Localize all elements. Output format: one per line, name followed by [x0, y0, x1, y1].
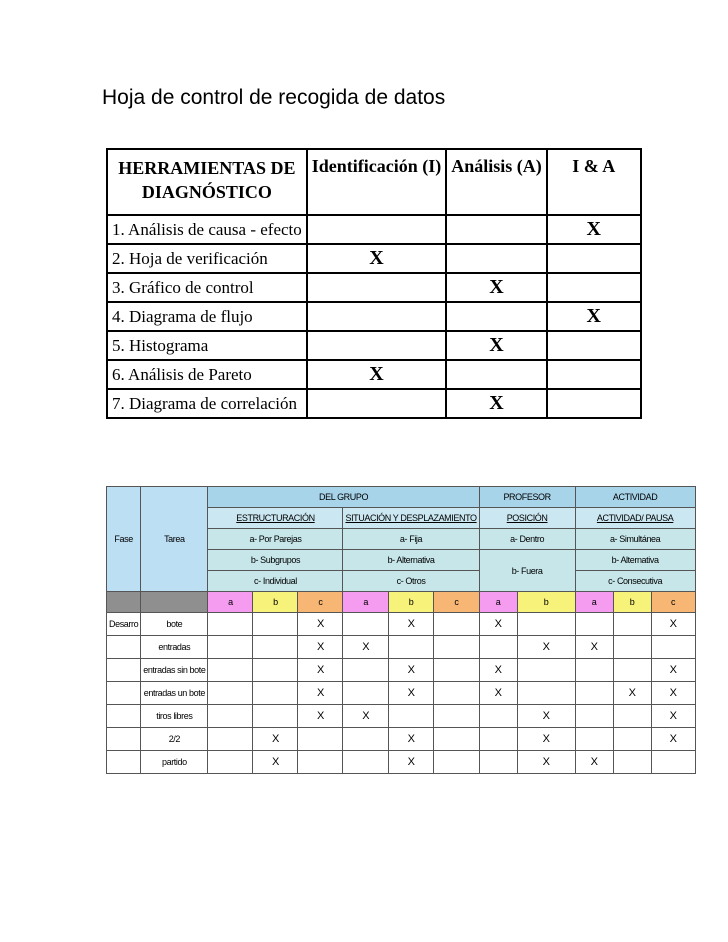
- tarea-cell: entradas un bote: [141, 682, 208, 705]
- mark-cell: X: [575, 636, 613, 659]
- mark-cell: [434, 613, 479, 636]
- tool-name-cell: 2. Hoja de verificación: [107, 244, 307, 273]
- mark-cell: [613, 613, 651, 636]
- letter-header-cell: b: [613, 592, 651, 613]
- option-estructuracion-c: c- Individual: [208, 571, 343, 592]
- mark-cell: [434, 751, 479, 774]
- mark-cell: [343, 751, 388, 774]
- tools-header-row: [107, 149, 641, 215]
- mark-cell: [479, 728, 517, 751]
- tools-row: [107, 244, 641, 273]
- mark-cell: [517, 613, 575, 636]
- mark-cell: X: [388, 613, 433, 636]
- mark-cell: [434, 728, 479, 751]
- observation-row: [107, 728, 696, 751]
- mark-cell: X: [479, 659, 517, 682]
- tarea-cell: bote: [141, 613, 208, 636]
- mark-cell: X: [613, 682, 651, 705]
- observation-row: [107, 659, 696, 682]
- mark-cell: [208, 636, 253, 659]
- observation-row: [107, 751, 696, 774]
- mark-cell: [208, 613, 253, 636]
- option-actividad-c: c- Consecutiva: [575, 571, 695, 592]
- mark-cell: [434, 705, 479, 728]
- mark-cell: [575, 728, 613, 751]
- option-situacion-a: a- Fija: [343, 529, 479, 550]
- letter-header-cell: b: [388, 592, 433, 613]
- mark-cell: X: [388, 751, 433, 774]
- option-actividad-a: a- Simultánea: [575, 529, 695, 550]
- tarea-cell: tiros libres: [141, 705, 208, 728]
- option-situacion-b: b- Alternativa: [343, 550, 479, 571]
- group-header-grupo: DEL GRUPO: [208, 487, 479, 508]
- mark-cell: [253, 636, 298, 659]
- tool-name-cell: 3. Gráfico de control: [107, 273, 307, 302]
- mark-cell: [517, 682, 575, 705]
- tool-name-cell: 6. Análisis de Pareto: [107, 360, 307, 389]
- identification-cell: [307, 302, 447, 331]
- letter-header-cell: a: [575, 592, 613, 613]
- mark-cell: X: [517, 751, 575, 774]
- mark-cell: [479, 636, 517, 659]
- group-header-actividad: ACTIVIDAD: [575, 487, 695, 508]
- mark-cell: X: [517, 705, 575, 728]
- mark-cell: [479, 751, 517, 774]
- mark-cell: [434, 636, 479, 659]
- tarea-cell: entradas sin bote: [141, 659, 208, 682]
- sub-header-situacion: SITUACIÓN Y DESPLAZAMIENTO: [343, 508, 479, 529]
- mark-cell: [208, 705, 253, 728]
- document-title: Hoja de control de recogida de datos: [102, 86, 446, 109]
- letter-header-cell: a: [208, 592, 253, 613]
- tools-row: [107, 273, 641, 302]
- mark-cell: [343, 728, 388, 751]
- mark-cell: X: [298, 636, 343, 659]
- identification-cell: X: [307, 244, 447, 273]
- tools-body: [107, 215, 641, 418]
- letter-header-cell: c: [651, 592, 695, 613]
- mark-cell: [208, 751, 253, 774]
- sub-header-posicion: POSICIÓN: [479, 508, 575, 529]
- fase-cell: [107, 728, 141, 751]
- mark-cell: [388, 705, 433, 728]
- letter-header-cell: b: [253, 592, 298, 613]
- tool-name-cell: 1. Análisis de causa - efecto: [107, 215, 307, 244]
- tools-row: [107, 215, 641, 244]
- mark-cell: X: [479, 613, 517, 636]
- fase-header: Fase: [107, 487, 141, 592]
- observation-row: [107, 636, 696, 659]
- tools-row: [107, 389, 641, 418]
- analysis-cell: [446, 244, 547, 273]
- observation-row: [107, 705, 696, 728]
- mark-cell: [613, 636, 651, 659]
- gray-cell: [107, 592, 141, 613]
- option-posicion-b: b- Fuera: [479, 550, 575, 592]
- mark-cell: [343, 659, 388, 682]
- i-and-a-cell: [547, 244, 641, 273]
- mark-cell: [613, 705, 651, 728]
- mark-cell: X: [388, 682, 433, 705]
- tarea-cell: partido: [141, 751, 208, 774]
- tools-row: [107, 331, 641, 360]
- analysis-cell: X: [446, 389, 547, 418]
- identification-cell: [307, 273, 447, 302]
- letter-header-cell: b: [517, 592, 575, 613]
- analysis-cell: [446, 302, 547, 331]
- option-posicion-a: a- Dentro: [479, 529, 575, 550]
- i-and-a-cell: [547, 389, 641, 418]
- letters-row: [107, 592, 696, 613]
- mark-cell: X: [298, 705, 343, 728]
- observation-row: [107, 613, 696, 636]
- letter-header-cell: a: [479, 592, 517, 613]
- tools-row: [107, 302, 641, 331]
- mark-cell: [434, 659, 479, 682]
- mark-cell: [253, 682, 298, 705]
- mark-cell: [651, 636, 695, 659]
- fase-cell: [107, 705, 141, 728]
- mark-cell: [388, 636, 433, 659]
- mark-cell: X: [388, 659, 433, 682]
- option-actividad-b: b- Alternativa: [575, 550, 695, 571]
- mark-cell: X: [343, 636, 388, 659]
- mark-cell: [208, 682, 253, 705]
- option-estructuracion-b: b- Subgrupos: [208, 550, 343, 571]
- mark-cell: [208, 728, 253, 751]
- mark-cell: X: [298, 682, 343, 705]
- mark-cell: [253, 705, 298, 728]
- tarea-cell: 2/2: [141, 728, 208, 751]
- analysis-cell: X: [446, 273, 547, 302]
- option-estructuracion-a: a- Por Parejas: [208, 529, 343, 550]
- tool-name-cell: 7. Diagrama de correlación: [107, 389, 307, 418]
- analysis-cell: [446, 360, 547, 389]
- mark-cell: X: [517, 728, 575, 751]
- letter-header-cell: c: [298, 592, 343, 613]
- sub-header-actividad-pausa: ACTIVIDAD/ PAUSA: [575, 508, 695, 529]
- i-and-a-cell: [547, 360, 641, 389]
- header-tools: HERRAMIENTAS DE DIAGNÓSTICO: [107, 149, 307, 215]
- mark-cell: [479, 705, 517, 728]
- analysis-cell: X: [446, 331, 547, 360]
- fase-cell: [107, 636, 141, 659]
- mark-cell: X: [517, 636, 575, 659]
- observation-table: [106, 486, 696, 774]
- mark-cell: [208, 659, 253, 682]
- mark-cell: [575, 659, 613, 682]
- mark-cell: [575, 613, 613, 636]
- group-header-profesor: PROFESOR: [479, 487, 575, 508]
- mark-cell: X: [253, 728, 298, 751]
- header-i-and-a: I & A: [547, 149, 641, 215]
- tarea-cell: entradas: [141, 636, 208, 659]
- mark-cell: [575, 682, 613, 705]
- i-and-a-cell: [547, 331, 641, 360]
- mark-cell: [253, 613, 298, 636]
- i-and-a-cell: X: [547, 215, 641, 244]
- mark-cell: [613, 659, 651, 682]
- identification-cell: [307, 389, 447, 418]
- mark-cell: X: [388, 728, 433, 751]
- mark-cell: X: [343, 705, 388, 728]
- mark-cell: [517, 659, 575, 682]
- group-header-row: [107, 487, 696, 508]
- mark-cell: X: [651, 659, 695, 682]
- mark-cell: X: [575, 751, 613, 774]
- observation-body: [107, 613, 696, 774]
- mark-cell: [298, 728, 343, 751]
- tarea-header: Tarea: [141, 487, 208, 592]
- mark-cell: X: [253, 751, 298, 774]
- fase-cell: Desarro: [107, 613, 141, 636]
- mark-cell: [434, 682, 479, 705]
- mark-cell: [651, 751, 695, 774]
- fase-cell: [107, 751, 141, 774]
- option-situacion-c: c- Otros: [343, 571, 479, 592]
- tool-name-cell: 5. Histograma: [107, 331, 307, 360]
- sub-header-estructuracion: ESTRUCTURACIÓN: [208, 508, 343, 529]
- identification-cell: [307, 331, 447, 360]
- mark-cell: X: [651, 682, 695, 705]
- i-and-a-cell: [547, 273, 641, 302]
- mark-cell: X: [298, 613, 343, 636]
- fase-cell: [107, 659, 141, 682]
- letter-header-cell: c: [434, 592, 479, 613]
- mark-cell: X: [298, 659, 343, 682]
- tools-row: [107, 360, 641, 389]
- mark-cell: [298, 751, 343, 774]
- diagnostic-tools-table: [106, 148, 642, 419]
- observation-row: [107, 682, 696, 705]
- mark-cell: [613, 728, 651, 751]
- mark-cell: X: [651, 613, 695, 636]
- mark-cell: [613, 751, 651, 774]
- mark-cell: X: [651, 705, 695, 728]
- identification-cell: [307, 215, 447, 244]
- gray-cell: [141, 592, 208, 613]
- mark-cell: [575, 705, 613, 728]
- analysis-cell: [446, 215, 547, 244]
- mark-cell: X: [479, 682, 517, 705]
- identification-cell: X: [307, 360, 447, 389]
- fase-cell: [107, 682, 141, 705]
- mark-cell: [343, 613, 388, 636]
- header-analysis: Análisis (A): [446, 149, 547, 215]
- tool-name-cell: 4. Diagrama de flujo: [107, 302, 307, 331]
- i-and-a-cell: X: [547, 302, 641, 331]
- header-identification: Identificación (I): [307, 149, 447, 215]
- mark-cell: [253, 659, 298, 682]
- letter-header-cell: a: [343, 592, 388, 613]
- mark-cell: X: [651, 728, 695, 751]
- mark-cell: [343, 682, 388, 705]
